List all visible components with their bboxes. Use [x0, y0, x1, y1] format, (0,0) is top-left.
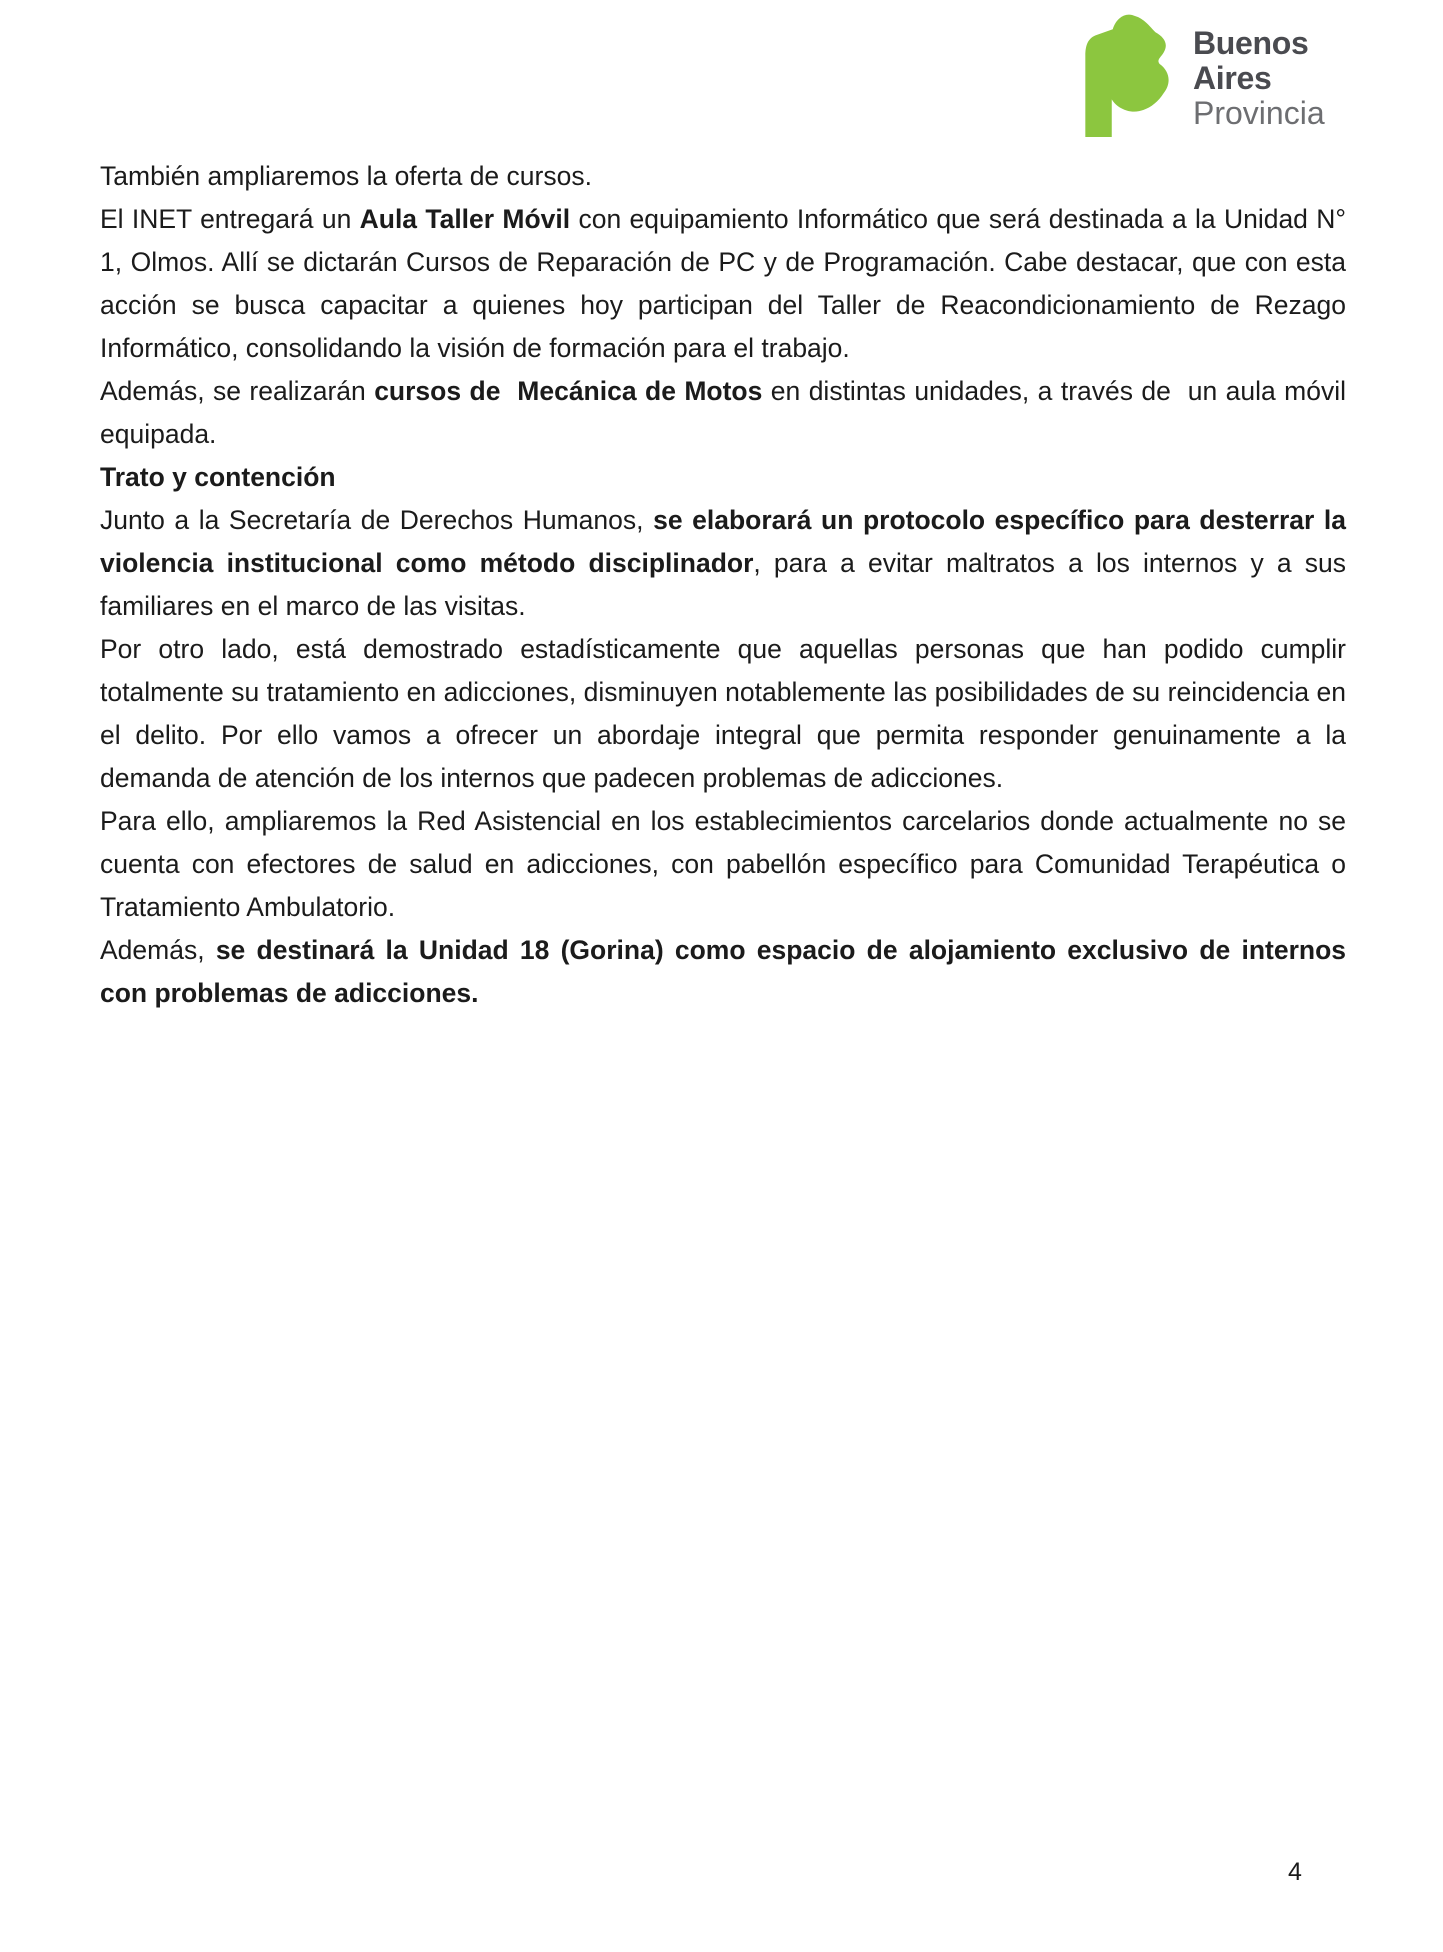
text-run: Además,	[100, 935, 216, 965]
text-run: , para a evitar maltratos a los internos y a sus familiares en el marco de las visitas.	[100, 548, 1346, 621]
text-run: Junto a la Secretaría de Derechos Humanos,	[100, 505, 654, 535]
paragraph-unidad-18-gorina	[100, 929, 1346, 1015]
paragraph-red-asistencial	[100, 800, 1346, 929]
paragraph-tratamiento-adicciones	[100, 628, 1346, 800]
paragraph-inet-aula-taller	[100, 198, 1346, 370]
text-run-bold: se destinará la Unidad 18 (Gorina) como espacio de alojamiento exclusivo de internos con problemas de adicciones.	[100, 935, 1346, 1008]
text-run: Por otro lado, está demostrado estadísticamente que aquellas personas que han podido cumplir totalmente su tratamiento en adicciones, disminuyen notablemente las posibilidades de su reincidencia en el delito. Por ello vamos a ofrecer un abordaje integral que permita responder genuinamente a la demanda de atención de los internos que padecen problemas de adicciones.	[100, 634, 1346, 793]
text-run-bold: cursos de Mecánica de Motos	[374, 376, 763, 406]
text-run: con equipamiento Informático que será destinada a la Unidad N° 1, Olmos. Allí se dictarán Cursos de Reparación de PC y de Programación. Cabe destacar, que con esta acción se busca capacitar a quienes hoy participan del Taller de Reacondicionamiento de Rezago Informático, consolidando la visión de formación para el trabajo.	[100, 204, 1346, 363]
logo-text-provincia: Provincia	[1193, 95, 1325, 131]
section-heading-trato-y-contencion: Trato y contención	[100, 462, 336, 492]
text-run-bold: se elaborará un protocolo específico para desterrar la violencia institucional como método disciplinador	[100, 505, 1346, 578]
text-run: Además, se realizarán	[100, 376, 375, 406]
text-run: También ampliaremos la oferta de cursos.	[100, 161, 592, 191]
paragraph-cursos-intro	[100, 155, 1346, 198]
text-run: en distintas unidades, a través de un aula móvil equipada.	[100, 376, 1346, 449]
text-run: Para ello, ampliaremos la Red Asistencial en los establecimientos carcelarios donde actualmente no se cuenta con efectores de salud en adicciones, con pabellón específico para Comunidad Terapéutica o Tratamiento Ambulatorio.	[100, 806, 1346, 922]
logo-text-aires: Aires	[1193, 60, 1272, 96]
logo-text-buenos: Buenos	[1193, 25, 1309, 61]
paragraph-protocolo-violencia	[100, 499, 1346, 628]
buenos-aires-logo-icon	[1083, 13, 1171, 137]
page-number: 4	[1288, 1858, 1302, 1886]
logo-wordmark	[1193, 26, 1325, 131]
text-run-bold: Aula Taller Móvil	[359, 204, 571, 234]
paragraph-mecanica-motos	[100, 370, 1346, 456]
document-body	[100, 155, 1346, 1015]
text-run: El INET entregará un	[100, 204, 360, 234]
